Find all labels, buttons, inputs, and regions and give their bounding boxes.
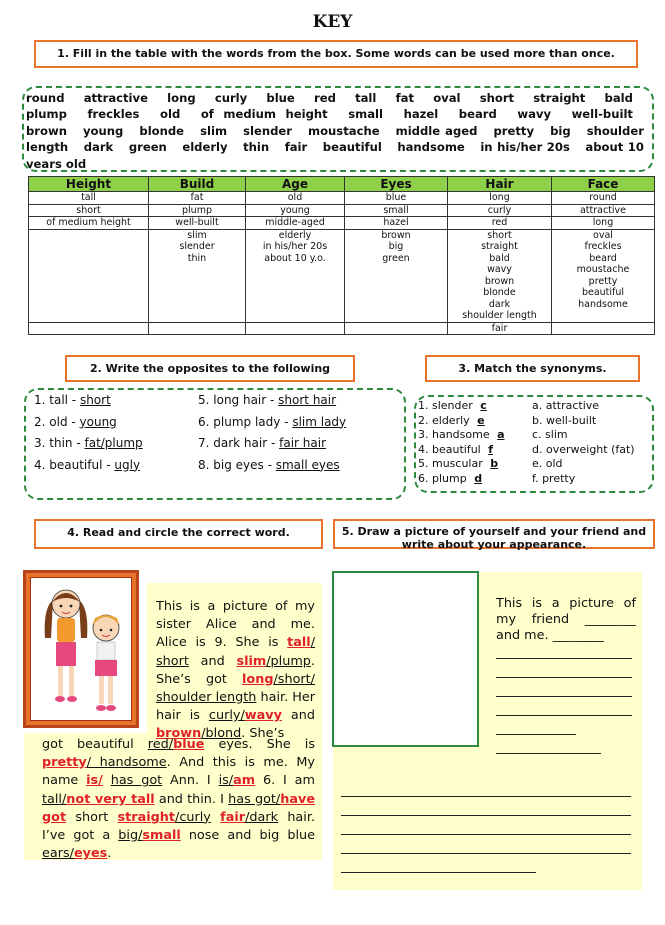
girls-illustration [31, 578, 135, 724]
table-cell: straight [448, 241, 552, 253]
word-box [22, 86, 654, 172]
synonym-answer: f [488, 442, 494, 456]
word-item: plump [26, 107, 67, 122]
synonym-item [418, 472, 505, 487]
column-header: Eyes [345, 177, 448, 192]
word-item: hazel [403, 107, 439, 122]
page-title: KEY [312, 12, 353, 32]
table-cell: middle-aged [246, 217, 345, 230]
table-cell [345, 299, 448, 311]
table-cell [29, 264, 149, 276]
synonym-answer: c [480, 399, 487, 412]
table-cell [29, 310, 149, 322]
word-item: beautiful [322, 140, 382, 155]
opposite-answer: ugly [114, 457, 141, 472]
word-item: big [550, 123, 571, 138]
write-line[interactable] [496, 658, 632, 659]
word-item: green [128, 140, 167, 155]
table-cell: old [246, 192, 345, 205]
word-item: fair [284, 140, 308, 155]
word-item: red [313, 91, 336, 105]
table-cell: moustache [552, 264, 655, 276]
opposite-answer: fat/plump [84, 436, 143, 450]
word-item: about 10 years old [26, 140, 644, 171]
word-item: curly [214, 91, 248, 105]
table-cell [29, 229, 149, 241]
table-cell [552, 322, 655, 335]
drawing-frame[interactable] [332, 571, 479, 747]
opposite-answer: short hair [278, 393, 337, 407]
synonym-option: a. attractive [532, 399, 600, 412]
opposite-item [198, 433, 346, 455]
ex1-instruction: 1. Fill in the table with the words from the box. Some words can be used more than once. [34, 40, 638, 68]
table-cell [29, 253, 149, 265]
table-cell [29, 241, 149, 253]
table-cell: beautiful [552, 287, 655, 299]
opposite-prompt: 1. tall - [34, 393, 80, 407]
table-cell: brown [448, 276, 552, 288]
table-cell: blue [345, 192, 448, 205]
table-row [29, 229, 655, 241]
table-row [29, 322, 655, 335]
word-item: young [83, 123, 124, 138]
column-header: Build [149, 177, 246, 192]
word-item: in his/her 20s [480, 140, 570, 155]
opposite-answer: slim lady [292, 414, 347, 429]
word-item: moustache [308, 123, 380, 138]
ex3-right-column [532, 399, 635, 486]
table-cell: long [552, 217, 655, 230]
table-cell: fat [149, 192, 246, 205]
table-cell [149, 287, 246, 299]
synonym-item [418, 414, 505, 429]
word-item: bald [604, 91, 633, 105]
ex5-instruction: 5. Draw a picture of yourself and your friend and write about your appearance. [333, 519, 655, 549]
table-cell [29, 287, 149, 299]
synonym-item [418, 428, 505, 443]
word-item: oval [433, 91, 461, 105]
table-cell: small [345, 204, 448, 217]
table-row [29, 253, 655, 265]
word-item: well-built [571, 107, 633, 122]
write-line[interactable] [341, 834, 631, 835]
word-item: straight [533, 91, 586, 105]
opposite-item [198, 412, 346, 434]
table-row [29, 310, 655, 322]
table-cell: blonde [448, 287, 552, 299]
write-line[interactable] [496, 715, 632, 716]
table-cell [29, 299, 149, 311]
opposite-prompt: 7. dark hair - [198, 436, 280, 450]
word-item: of medium height [200, 107, 328, 122]
table-cell: elderly [246, 229, 345, 241]
opposite-prompt: 2. old - [34, 414, 80, 429]
table-cell [149, 299, 246, 311]
table-cell [149, 322, 246, 335]
opposite-answer: young [79, 414, 117, 429]
synonym-option: e. old [532, 457, 563, 470]
table-row [29, 287, 655, 299]
word-item: thin [243, 140, 270, 155]
girls-picture [23, 570, 139, 728]
word-item: elderly [182, 140, 228, 155]
word-item: slender [243, 123, 292, 138]
write-line[interactable] [496, 753, 601, 754]
opposite-item [34, 455, 143, 477]
write-line[interactable] [341, 872, 536, 873]
table-cell: short [29, 204, 149, 217]
synonym-option: c. slim [532, 428, 568, 441]
table-cell: hazel [345, 217, 448, 230]
synonym-option: d. overweight (fat) [532, 442, 635, 456]
word-item: small [348, 107, 383, 122]
write-line[interactable] [496, 734, 576, 735]
table-cell: green [345, 253, 448, 265]
story-text-bottom: got beautiful red/blue eyes. She is pretty/ handsome. And this is me. My name is/ has got Ann. I is/am 6. I am tall/not very tall and thin. I has got/have got short straight/curly fair/dark hair. I’ve got a big/small nose and big blue ears/eyes. [42, 737, 316, 862]
opposite-prompt: 5. long hair - [198, 393, 279, 407]
table-cell [246, 264, 345, 276]
table-cell: long [448, 192, 552, 205]
opposite-item [198, 390, 346, 412]
synonym-item [418, 457, 505, 472]
word-item: beard [458, 107, 497, 122]
opposite-answer: short [79, 393, 111, 407]
write-line[interactable] [496, 677, 632, 678]
opposite-answer: small eyes [275, 457, 340, 472]
table-cell [552, 310, 655, 322]
table-cell: young [246, 204, 345, 217]
word-item: short [479, 91, 515, 105]
word-item: wavy [517, 107, 552, 122]
table-cell: oval [552, 229, 655, 241]
opposite-item [34, 390, 143, 412]
synonym-option: b. well-built [532, 413, 597, 427]
column-header: Hair [448, 177, 552, 192]
synonym-word: 4. beautiful [418, 442, 485, 456]
opposite-prompt: 6. plump lady - [198, 414, 293, 429]
table-cell: wavy [448, 264, 552, 276]
table-cell [246, 322, 345, 335]
word-item: middle aged [395, 123, 478, 138]
table-row [29, 217, 655, 230]
table-cell [149, 310, 246, 322]
table-cell [246, 310, 345, 322]
word-item: tall [355, 91, 377, 105]
ex2-left-column [34, 390, 143, 476]
table-cell: slim [149, 229, 246, 241]
table-cell: red [448, 217, 552, 230]
word-item: freckles [87, 107, 140, 122]
table-cell: brown [345, 229, 448, 241]
table-cell: freckles [552, 241, 655, 253]
table-cell [149, 264, 246, 276]
word-item: attractive [83, 91, 148, 105]
table-row [29, 264, 655, 276]
word-item: dark [83, 140, 114, 155]
synonym-word: 1. slender [418, 399, 477, 412]
ex3-left-column [418, 399, 505, 486]
word-item: old [160, 107, 181, 122]
column-header: Height [29, 177, 149, 192]
opposite-prompt: 4. beautiful - [34, 457, 115, 472]
write-line[interactable] [341, 796, 631, 797]
column-header: Age [246, 177, 345, 192]
ex3-instruction: 3. Match the synonyms. [425, 355, 640, 382]
table-cell: attractive [552, 204, 655, 217]
opposite-item [34, 433, 143, 455]
table-cell: plump [149, 204, 246, 217]
synonym-word: 2. elderly [418, 413, 474, 427]
table-cell: thin [149, 253, 246, 265]
word-item: fat [395, 91, 414, 105]
write-line[interactable] [341, 815, 631, 816]
synonym-word: 3. handsome [418, 428, 494, 441]
vocabulary-table [28, 176, 655, 335]
table-cell: handsome [552, 299, 655, 311]
table-cell [345, 287, 448, 299]
table-cell: about 10 y.o. [246, 253, 345, 265]
table-cell: bald [448, 253, 552, 265]
synonym-answer: e [477, 413, 485, 427]
table-cell: fair [448, 322, 552, 335]
ex2-instruction: 2. Write the opposites to the following [65, 355, 355, 382]
table-cell: well-built [149, 217, 246, 230]
table-cell [29, 276, 149, 288]
write-line[interactable] [496, 696, 632, 697]
table-cell: in his/her 20s [246, 241, 345, 253]
word-item: blonde [139, 123, 185, 138]
column-header: Face [552, 177, 655, 192]
word-item: pretty [493, 123, 535, 138]
table-row [29, 192, 655, 205]
table-cell [246, 276, 345, 288]
word-item: shoulder length [26, 123, 644, 155]
table-cell: beard [552, 253, 655, 265]
synonym-item [418, 443, 505, 458]
ex4-instruction: 4. Read and circle the correct word. [34, 519, 323, 549]
word-item: brown [26, 123, 67, 138]
table-cell: big [345, 241, 448, 253]
opposite-item [34, 412, 143, 434]
table-row [29, 276, 655, 288]
opposite-prompt: 3. thin - [34, 436, 85, 450]
table-cell [345, 310, 448, 322]
synonym-answer: a [497, 428, 505, 441]
table-cell: round [552, 192, 655, 205]
synonym-word: 5. muscular [418, 457, 487, 470]
table-row [29, 241, 655, 253]
table-cell: curly [448, 204, 552, 217]
word-item: blue [266, 91, 295, 105]
synonym-option: f. pretty [532, 471, 576, 485]
word-item: slim [200, 123, 228, 138]
synonym-answer: b [490, 457, 499, 470]
word-item: round [26, 91, 65, 105]
write-line[interactable] [341, 853, 631, 854]
opposite-prompt: 8. big eyes - [198, 457, 276, 472]
opposite-item [198, 455, 346, 477]
table-cell [149, 276, 246, 288]
synonym-answer: d [474, 471, 483, 485]
table-cell [345, 264, 448, 276]
story-text-top: This is a picture of my sister Alice and me. Alice is 9. She is tall/ short and slim/plump. She’s got long/short/ shoulder length hair. Her hair is curly/wavy and brown/blond. She’s [156, 599, 315, 742]
table-row [29, 204, 655, 217]
word-item: long [167, 91, 196, 105]
table-cell: tall [29, 192, 149, 205]
ex3-box [414, 395, 654, 493]
ex2-right-column [198, 390, 346, 476]
table-cell: of medium height [29, 217, 149, 230]
table-cell: pretty [552, 276, 655, 288]
ex5-prompt: This is a picture of my friend ________ and me. ________ [496, 596, 636, 643]
table-cell: slender [149, 241, 246, 253]
table-cell: shoulder length [448, 310, 552, 322]
table-cell [29, 322, 149, 335]
table-cell: short [448, 229, 552, 241]
table-cell [345, 322, 448, 335]
table-row [29, 299, 655, 311]
opposite-answer: fair hair [279, 436, 327, 450]
table-cell: dark [448, 299, 552, 311]
ex2-box [24, 388, 406, 500]
table-cell [246, 299, 345, 311]
synonym-word: 6. plump [418, 471, 471, 485]
table-cell [246, 287, 345, 299]
synonym-item [418, 399, 505, 414]
word-item: handsome [397, 140, 465, 155]
table-cell [345, 276, 448, 288]
